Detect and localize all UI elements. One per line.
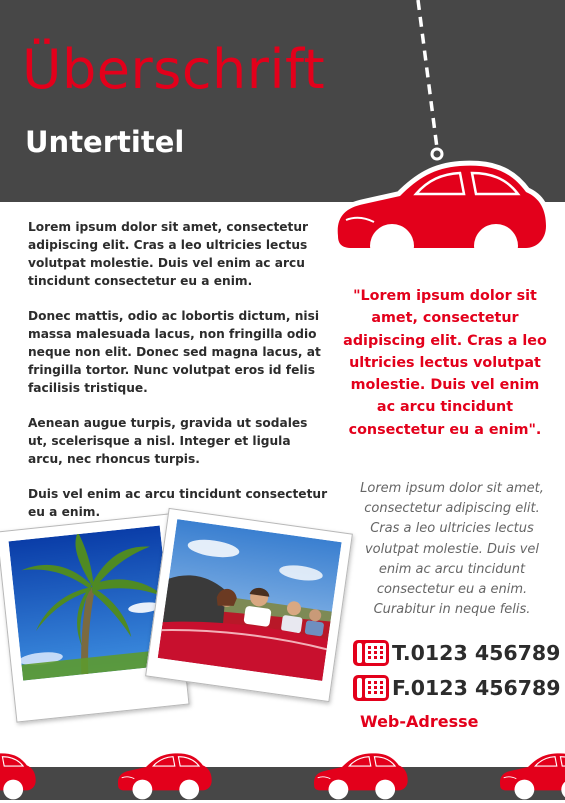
car-icon bbox=[0, 749, 38, 803]
page-subtitle: Untertitel bbox=[25, 125, 185, 159]
body-paragraph: Duis vel enim ac arcu tincidunt consectetur eu a enim. bbox=[28, 487, 328, 519]
page-title: Überschrift bbox=[22, 38, 326, 101]
convertible-car-photo bbox=[145, 508, 353, 702]
fax-icon bbox=[352, 673, 390, 703]
footer-bar bbox=[0, 767, 565, 800]
fax-contact bbox=[352, 676, 561, 700]
body-paragraph: Lorem ipsum dolor sit amet, consectetur adipiscing elit. Cras a leo ultricies lectus volutpat molestie. Duis vel enim ac arcu tincidunt consectetur eu a enim. bbox=[28, 220, 309, 288]
italic-text: Lorem ipsum dolor sit amet, consectetur adipiscing elit. Cras a leo ultricies lectus volutpat molestie. Duis vel enim ac arcu tincidunt consectetur eu a enim. Curabitur in neque felis. bbox=[360, 481, 544, 618]
body-text bbox=[28, 218, 328, 538]
car-icon bbox=[488, 749, 565, 803]
convertible-car-image bbox=[158, 519, 342, 681]
pull-quote: "Lorem ipsum dolor sit amet, consectetur adipiscing elit. Cras a leo ultricies lectus volutpat molestie. Duis vel enim ac arcu tincidunt consectetur eu a enim". bbox=[343, 288, 547, 438]
body-paragraph: Aenean augue turpis, gravida ut sodales ut, scelerisque a nisl. Integer et ligula arcu, nec rhoncus turpis. bbox=[28, 416, 308, 466]
car-icon bbox=[302, 749, 418, 803]
body-paragraph: Donec mattis, odio ac lobortis dictum, nisi massa malesuada lacus, non fringilla odio neque non elit. Donec sed magna lacus, at fringilla tortor. Nunc volutpat eros id felis facilisis tristique. bbox=[28, 309, 321, 395]
phone-contact bbox=[352, 641, 560, 665]
car-icon bbox=[106, 749, 222, 803]
telephone-icon bbox=[352, 638, 390, 668]
fax-number: F.0123 456789 bbox=[392, 676, 561, 700]
web-address[interactable]: Web-Adresse bbox=[360, 712, 479, 731]
phone-number: T.0123 456789 bbox=[392, 641, 561, 665]
